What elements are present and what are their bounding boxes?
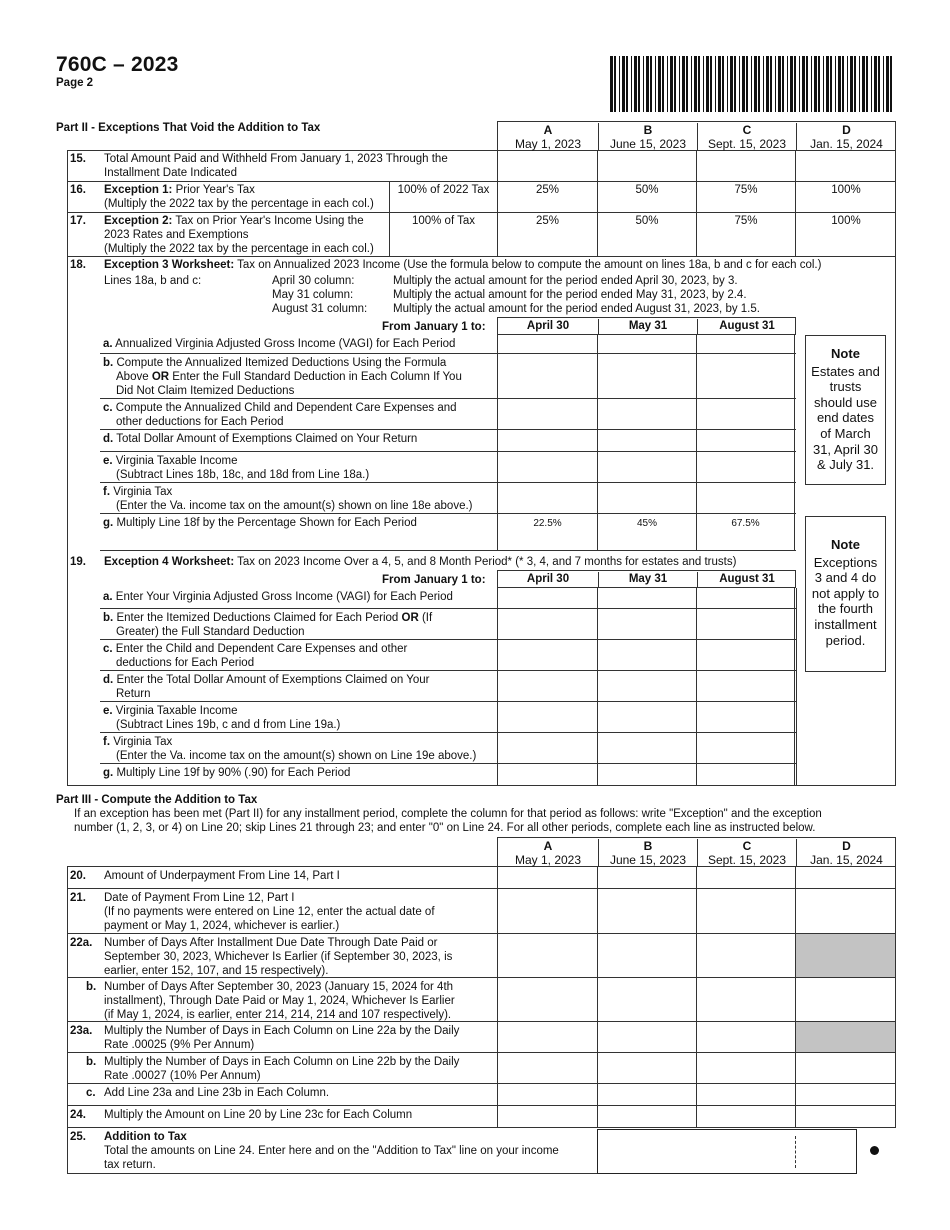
line-17-col-a: 25%	[497, 213, 597, 256]
line-19-g-may31[interactable]	[597, 764, 696, 785]
line-19-f-may31[interactable]	[597, 733, 696, 763]
formula-col-2: May 31 column:	[272, 289, 354, 301]
line-18-a-row: a. Annualized Virginia Adjusted Gross Income (VAGI) for Each Period	[100, 335, 796, 354]
line-20-col-c[interactable]	[696, 867, 795, 888]
line-18-lines-label: Lines 18a, b and c:	[104, 275, 202, 287]
line-23b-col-b[interactable]	[597, 1053, 696, 1083]
line-19-c-aug31[interactable]	[696, 640, 795, 670]
line-23a-col-d	[795, 1022, 896, 1052]
line-22b-col-a[interactable]	[497, 978, 597, 1021]
line-18-c-row: c. Compute the Annualized Child and Dependent Care Expenses and other deductions for Each Period	[100, 399, 796, 430]
line-16-row: 16. Exception 1: Prior Year's Tax (Multiply the 2022 tax by the percentage in each col.) 100% of 2022 Tax 25% 50% 75% 100%	[67, 182, 896, 213]
line-18-d-aug31[interactable]	[696, 430, 795, 451]
line-24-col-c[interactable]	[696, 1106, 795, 1127]
bullet-icon	[870, 1146, 879, 1155]
line-18-a-apr30[interactable]	[497, 335, 597, 353]
line-19-b-row: b. Enter the Itemized Deductions Claimed for Each Period OR (If Greater) the Full Standard Deduction	[100, 609, 796, 640]
line-23a-col-a[interactable]	[497, 1022, 597, 1052]
line-18-e-row: e. Virginia Taxable Income (Subtract Lines 18b, 18c, and 18d from Line 18a.)	[100, 452, 796, 483]
line-22b-col-b[interactable]	[597, 978, 696, 1021]
line-21-col-a[interactable]	[497, 889, 597, 933]
part3-column-header	[497, 837, 896, 867]
line-18-title: Exception 3 Worksheet: Tax on Annualized 2023 Income (Use the formula below to compute the amount on lines 18a, b and c for each col.)	[104, 259, 822, 271]
line-19-d-aug31[interactable]	[696, 671, 795, 701]
line-17-row: 17. Exception 2: Tax on Prior Year's Income Using the 2023 Rates and Exemptions (Multiply the 2022 tax by the percentage in each col.) 100% of Tax 25% 50% 75% 100%	[67, 213, 896, 257]
line-19-from-label: From January 1 to:	[382, 574, 486, 586]
line-16-pct-label: 100% of 2022 Tax	[389, 182, 497, 212]
line-19-a-may31[interactable]	[597, 588, 696, 608]
line-23b-col-c[interactable]	[696, 1053, 795, 1083]
line-19-g-aug31[interactable]	[696, 764, 795, 785]
line-19-a-row: a. Enter Your Virginia Adjusted Gross Income (VAGI) for Each Period	[100, 588, 796, 609]
col-c-header: C Sept. 15, 2023	[697, 123, 796, 151]
formula-text-1: Multiply the actual amount for the period ended April 30, 2023, by 3.	[393, 275, 738, 287]
line-18-c-may31[interactable]	[597, 399, 696, 429]
line-23c-col-d[interactable]	[795, 1084, 896, 1105]
line-16-col-c: 75%	[696, 182, 795, 212]
col-b-header: B June 15, 2023	[598, 123, 697, 151]
line-22b-col-c[interactable]	[696, 978, 795, 1021]
line-17-col-d: 100%	[795, 213, 896, 256]
p3-col-d-header: D Jan. 15, 2024	[796, 839, 896, 867]
line-19-d-row: d. Enter the Total Dollar Amount of Exemptions Claimed on Your Return	[100, 671, 796, 702]
line-15-col-b[interactable]	[597, 151, 696, 181]
line-22a-col-b[interactable]	[597, 934, 696, 977]
line-19-e-may31[interactable]	[597, 702, 696, 732]
line-16-col-b: 50%	[597, 182, 696, 212]
part2-column-header	[497, 121, 896, 151]
barcode-image	[610, 56, 892, 112]
line-19-num: 19.	[70, 556, 86, 568]
line-18-g-may31: 45%	[597, 514, 696, 550]
line-15-col-a[interactable]	[497, 151, 597, 181]
line-21-row: 21. Date of Payment From Line 12, Part I (If no payments were entered on Line 12, enter the actual date of payment or May 1, 2024, whichever is earlier.)	[67, 889, 896, 934]
page-number: Page 2	[56, 77, 94, 89]
line-20-col-a[interactable]	[497, 867, 597, 888]
line-19-title: Exception 4 Worksheet: Tax on 2023 Income Over a 4, 5, and 8 Month Period* (* 3, 4, and 7 months for estates and trusts)	[104, 556, 737, 568]
line-19-b-apr30[interactable]	[497, 609, 597, 639]
line-19-c-row: c. Enter the Child and Dependent Care Expenses and other deductions for Each Period	[100, 640, 796, 671]
line-19-a-apr30[interactable]	[497, 588, 597, 608]
part3-intro: If an exception has been met (Part II) for any installment period, complete the column for that period as follows: write "Exception" and the exception number (1, 2, 3, or 4) on Line 20; skip Lines 21 through 23; and enter "0" on Line 24. For all other periods, complete each line as instructed below.	[74, 808, 822, 835]
line-18-period-header: April 30 May 31 August 31	[497, 317, 796, 335]
line-18-a-aug31[interactable]	[696, 335, 795, 353]
line-19-g-apr30[interactable]	[497, 764, 597, 785]
line-18-g-aug31: 67.5%	[696, 514, 795, 550]
line-15-row: 15. Total Amount Paid and Withheld From January 1, 2023 Through the Installment Date Indicated	[67, 151, 896, 182]
line-18-b-may31[interactable]	[597, 354, 696, 398]
line-19-g-row: g. Multiply Line 19f by 90% (.90) for Each Period	[100, 764, 796, 786]
line-24-row: 24. Multiply the Amount on Line 20 by Line 23c for Each Column	[67, 1106, 896, 1128]
line-19-f-apr30[interactable]	[497, 733, 597, 763]
line-19-b-aug31[interactable]	[696, 609, 795, 639]
cents-divider	[795, 1136, 796, 1168]
line-20-row: 20. Amount of Underpayment From Line 14, Part I	[67, 867, 896, 889]
col-a-header: A May 1, 2023	[514, 123, 582, 152]
line-19-c-apr30[interactable]	[497, 640, 597, 670]
line-23c-col-c[interactable]	[696, 1084, 795, 1105]
line-23b-col-a[interactable]	[497, 1053, 597, 1083]
line-15-col-c[interactable]	[696, 151, 795, 181]
p3-col-c-header: C Sept. 15, 2023	[697, 839, 796, 867]
line-23c-col-a[interactable]	[497, 1084, 597, 1105]
formula-text-3: Multiply the actual amount for the period ended August 31, 2023, by 1.5.	[393, 303, 760, 315]
p3-col-b-header: B June 15, 2023	[598, 839, 697, 867]
part2-title: Part II - Exceptions That Void the Addition to Tax	[56, 122, 321, 134]
line-21-col-d[interactable]	[795, 889, 896, 933]
line-18-c-aug31[interactable]	[696, 399, 795, 429]
line-19-b-may31[interactable]	[597, 609, 696, 639]
line-24-col-d[interactable]	[795, 1106, 896, 1127]
line-22a-col-c[interactable]	[696, 934, 795, 977]
p3-col-a-header: A May 1, 2023	[514, 839, 582, 868]
line-18-f-row: f. Virginia Tax (Enter the Va. income tax on the amount(s) shown on line 18e above.)	[100, 483, 796, 514]
line-19-a-aug31[interactable]	[696, 588, 795, 608]
line-24-col-b[interactable]	[597, 1106, 696, 1127]
estates-note: Note Estates and trusts should use end dates of March 31, April 30 & July 31.	[805, 335, 886, 485]
line-18-f-aug31[interactable]	[696, 483, 795, 513]
line-19-f-row: f. Virginia Tax (Enter the Va. income tax on the amount(s) shown on Line 19e above.)	[100, 733, 796, 764]
line-22b-row: b. Number of Days After September 30, 2023 (January 15, 2024 for 4th installment), Through Date Paid or May 1, 2024, Whichever Is Earlier (if May 1, 2024, is earlier, enter 214, 214, 214 and 107 respectively).	[67, 978, 896, 1022]
line-20-col-b[interactable]	[597, 867, 696, 888]
line-21-col-b[interactable]	[597, 889, 696, 933]
line-18-b-aug31[interactable]	[696, 354, 795, 398]
form-title: 760C – 2023	[56, 53, 179, 76]
line-16-col-a: 25%	[497, 182, 597, 212]
line-18-e-aug31[interactable]	[696, 452, 795, 482]
line-23a-row: 23a. Multiply the Number of Days in Each Column on Line 22a by the Daily Rate .00025 (9% Per Annum)	[67, 1022, 896, 1053]
line-17-col-c: 75%	[696, 213, 795, 256]
line-18-f-may31[interactable]	[597, 483, 696, 513]
line-23c-col-b[interactable]	[597, 1084, 696, 1105]
exceptions-note: Note Exceptions 3 and 4 do not apply to the fourth installment period.	[805, 516, 886, 672]
line-18-d-may31[interactable]	[597, 430, 696, 451]
line-19-d-apr30[interactable]	[497, 671, 597, 701]
line-16-col-d: 100%	[795, 182, 896, 212]
line-18-d-apr30[interactable]	[497, 430, 597, 451]
line-20-col-d[interactable]	[795, 867, 896, 888]
line-18-b-apr30[interactable]	[497, 354, 597, 398]
line-18-g-row: g. Multiply Line 18f by the Percentage Shown for Each Period 22.5% 45% 67.5%	[100, 514, 796, 551]
formula-col-1: April 30 column:	[272, 275, 355, 287]
addition-to-tax-total-field[interactable]	[597, 1129, 857, 1174]
line-23b-row: b. Multiply the Number of Days in Each Column on Line 22b by the Daily Rate .00027 (10% Per Annum)	[67, 1053, 896, 1084]
col-d-header: D Jan. 15, 2024	[796, 123, 896, 151]
line-23a-col-c[interactable]	[696, 1022, 795, 1052]
line-22a-col-d	[795, 934, 896, 977]
line-17-col-b: 50%	[597, 213, 696, 256]
line-25-row: 25. Addition to Tax Total the amounts on Line 24. Enter here and on the "Addition to Tax" line on your income tax return.	[67, 1129, 597, 1174]
line-18-g-apr30: 22.5%	[497, 514, 597, 550]
line-19-period-header: April 30 May 31 August 31	[497, 570, 796, 588]
line-18-f-apr30[interactable]	[497, 483, 597, 513]
line-18-e-may31[interactable]	[597, 452, 696, 482]
part3-title: Part III - Compute the Addition to Tax	[56, 794, 258, 806]
line-19-e-apr30[interactable]	[497, 702, 597, 732]
line-21-col-c[interactable]	[696, 889, 795, 933]
line-18-e-apr30[interactable]	[497, 452, 597, 482]
line-18-d-row: d. Total Dollar Amount of Exemptions Claimed on Your Return	[100, 430, 796, 452]
line-23a-col-b[interactable]	[597, 1022, 696, 1052]
line-19-f-aug31[interactable]	[696, 733, 795, 763]
line-23c-row: c. Add Line 23a and Line 23b in Each Column.	[67, 1084, 896, 1106]
line-19-c-may31[interactable]	[597, 640, 696, 670]
line-17-pct-label: 100% of Tax	[389, 213, 497, 256]
line-23b-col-d[interactable]	[795, 1053, 896, 1083]
line-18-from-label: From January 1 to:	[382, 321, 486, 333]
line-18-a-may31[interactable]	[597, 335, 696, 353]
line-19-e-aug31[interactable]	[696, 702, 795, 732]
line-18-c-apr30[interactable]	[497, 399, 597, 429]
line-18-num: 18.	[70, 259, 86, 271]
line-18-b-row: b. Compute the Annualized Itemized Deductions Using the Formula Above OR Enter the Full Standard Deduction in Each Column If You Did Not Claim Itemized Deductions	[100, 354, 796, 399]
line-22a-col-a[interactable]	[497, 934, 597, 977]
formula-text-2: Multiply the actual amount for the period ended May 31, 2023, by 2.4.	[393, 289, 747, 301]
line-22b-col-d[interactable]	[795, 978, 896, 1021]
line-19-e-row: e. Virginia Taxable Income (Subtract Lines 19b, c and d from Line 19a.)	[100, 702, 796, 733]
line-24-col-a[interactable]	[497, 1106, 597, 1127]
line-15-col-d[interactable]	[795, 151, 896, 181]
formula-col-3: August 31 column:	[272, 303, 368, 315]
line-22a-row: 22a. Number of Days After Installment Due Date Through Date Paid or September 30, 2023, Whichever Is Earlier (if September 30, 2023, is earlier, enter 152, 107, and 15 respectively).	[67, 934, 896, 978]
line-19-d-may31[interactable]	[597, 671, 696, 701]
